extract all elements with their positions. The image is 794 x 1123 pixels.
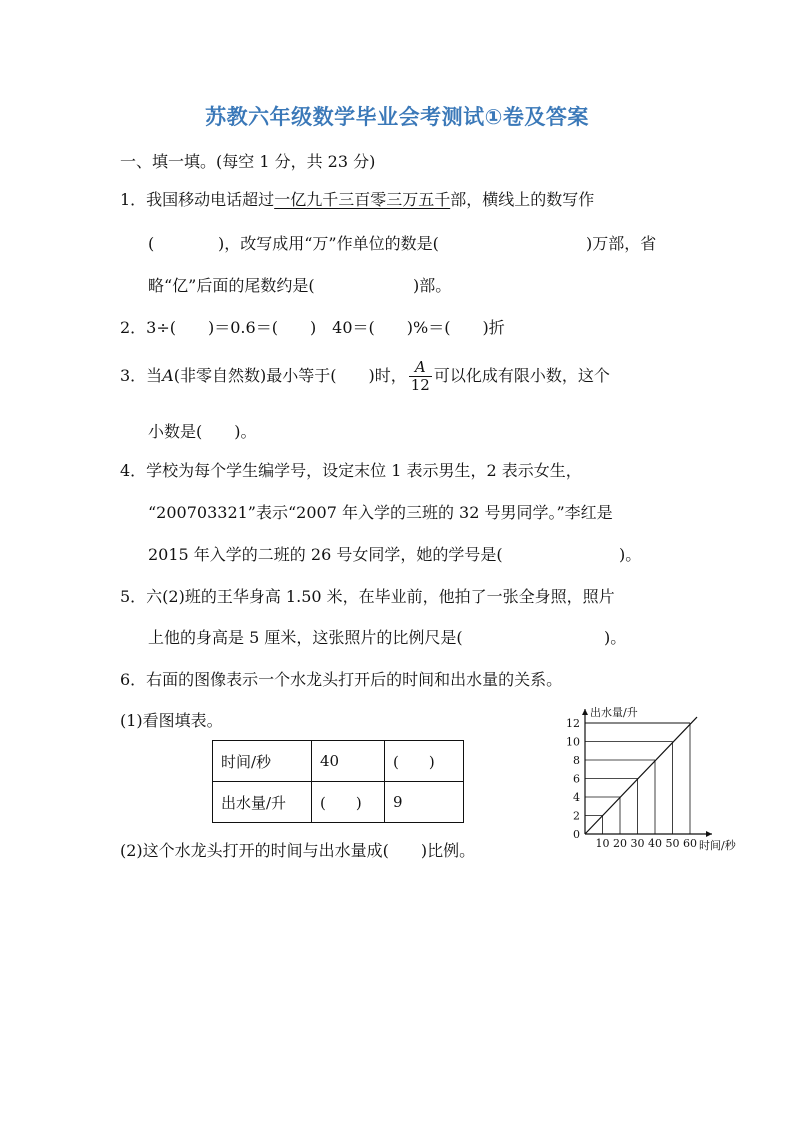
series-line (585, 717, 697, 834)
water-flow-chart (560, 698, 760, 858)
fill-table (212, 740, 464, 823)
q3-variable: A (162, 366, 174, 385)
x-tick-label: 50 (665, 837, 680, 850)
question-4-line-3-left: 2015 年入学的二班的 26 号女同学，她的学号是( (148, 545, 503, 564)
y-tick-label: 2 (573, 809, 580, 823)
table-cell: ( ) (312, 782, 385, 823)
y-tick-label: 4 (573, 791, 580, 804)
table-cell: ( ) (385, 741, 464, 782)
y-tick-label: 12 (566, 717, 580, 730)
question-3-line-2: 小数是( )。 (148, 422, 257, 441)
table-cell: 出水量/升 (213, 782, 312, 823)
q3-fraction-numerator: A (409, 359, 432, 377)
x-tick-label: 30 (630, 837, 645, 850)
question-6: 6．右面的图像表示一个水龙头打开后的时间和出水量的关系。 (120, 670, 563, 689)
q1-underlined-number: 一亿九千三百零三万五千 (274, 190, 451, 209)
y-axis-label: 出水量/升 (590, 706, 638, 719)
table-row (213, 782, 464, 823)
x-axis-label: 时间/秒 (699, 839, 736, 852)
question-5-line-2-left: 上他的身高是 5 厘米，这张照片的比例尺是( (148, 628, 463, 647)
q1-text-unit: )万部，省 (586, 234, 657, 253)
table-cell: 时间/秒 (213, 741, 312, 782)
x-tick-label: 20 (613, 837, 627, 850)
q3-text-post: 可以化成有限小数，这个 (433, 366, 610, 385)
q3-text-pre: 3．当 (120, 366, 163, 385)
question-4-line-2: “200703321”表示“2007 年入学的三班的 32 号男同学。”李红是 (148, 503, 613, 522)
question-2: 2．3÷( )＝0.6＝( ) 40＝( )%＝( )折 (120, 318, 505, 337)
table-cell: 9 (385, 782, 464, 823)
q1-line-3-right: )部。 (413, 276, 452, 295)
section-heading: 一、填一填。(每空 1 分，共 23 分) (120, 152, 376, 171)
y-tick-label: 8 (573, 754, 580, 767)
question-5-line-2-right: )。 (604, 628, 627, 647)
question-4-line-1: 4．学校为每个学生编学号，设定末位 1 表示男生，2 表示女生， (120, 461, 582, 480)
x-axis-arrow (706, 831, 712, 837)
x-tick-label: 40 (648, 837, 662, 850)
question-6-part-2: (2)这个水龙头打开的时间与出水量成( )比例。 (120, 841, 476, 860)
question-3-line-1 (120, 357, 610, 395)
q3-fraction-denominator: 12 (410, 376, 430, 394)
x-tick-label: 60 (683, 837, 697, 850)
question-4-line-3-right: )。 (619, 545, 642, 564)
question-5-line-1: 5．六(2)班的王华身高 1.50 米，在毕业前，他拍了一张全身照，照片 (120, 587, 615, 606)
q1-blank-1-open: ( (148, 234, 155, 253)
page-title: 苏教六年级数学毕业会考测试①卷及答案 (205, 105, 589, 129)
q1-text-pre: 1．我国移动电话超过 (120, 190, 275, 209)
q1-text-post: 部，横线上的数写作 (450, 190, 595, 209)
q3-text-mid: (非零自然数)最小等于( )时， (173, 366, 407, 385)
origin-label: 0 (573, 828, 580, 841)
table-row (213, 741, 464, 782)
q1-text-mid: )，改写成用“万”作单位的数是( (218, 234, 439, 253)
question-1-line-1 (120, 190, 594, 210)
y-tick-label: 10 (566, 735, 580, 749)
q1-line-3-left: 略“亿”后面的尾数约是( (148, 276, 315, 295)
y-tick-label: 6 (573, 772, 580, 786)
x-tick-label: 10 (595, 837, 610, 850)
table-cell: 40 (312, 741, 385, 782)
question-6-part-1: (1)看图填表。 (120, 711, 223, 730)
y-axis-arrow (582, 709, 588, 715)
q3-fraction (409, 359, 432, 394)
